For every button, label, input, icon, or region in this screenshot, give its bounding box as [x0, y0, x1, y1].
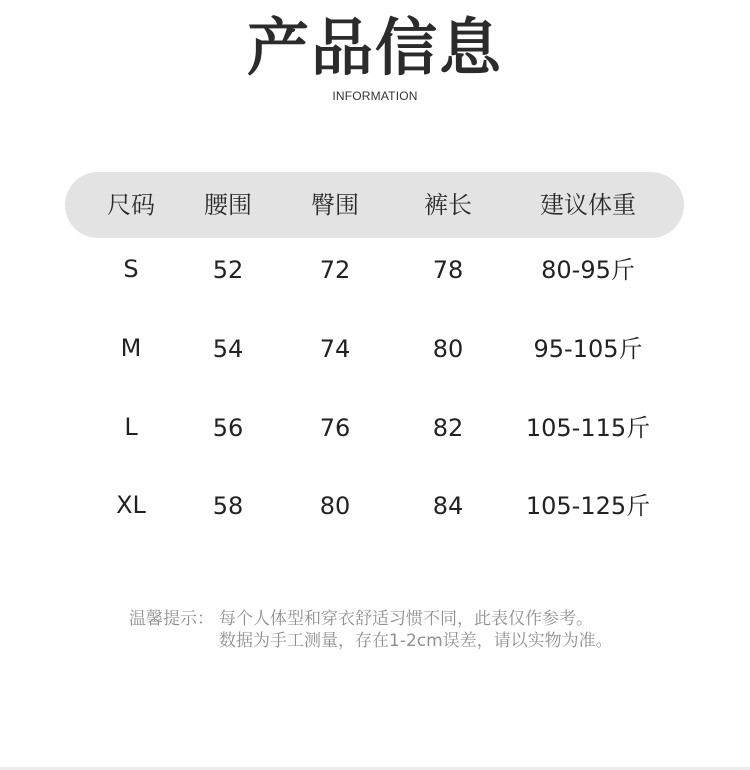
- header-weight: 建议体重: [540, 191, 636, 219]
- header-size: 尺码: [107, 191, 155, 219]
- note-label: 温馨提示：: [129, 609, 214, 629]
- cell-length-xl: 84: [432, 492, 464, 520]
- page-title: 产品信息: [246, 11, 503, 84]
- cell-waist-l: 56: [212, 414, 244, 442]
- note-line-2: 数据为手工测量，存在1-2cm误差，请以实物为准。: [219, 631, 613, 651]
- cell-weight-m: 95-105斤: [533, 335, 643, 363]
- cell-hip-s: 72: [319, 256, 351, 284]
- cell-waist-s: 52: [212, 256, 244, 284]
- cell-size-s: S: [123, 255, 139, 283]
- cell-length-s: 78: [432, 256, 464, 284]
- cell-hip-m: 74: [319, 335, 351, 363]
- cell-size-l: L: [124, 413, 138, 441]
- cell-weight-xl: 105-125斤: [525, 492, 651, 520]
- cell-hip-xl: 80: [319, 492, 351, 520]
- page-subtitle: INFORMATION: [332, 89, 418, 103]
- header-length: 裤长: [424, 191, 472, 219]
- cell-size-xl: XL: [116, 491, 146, 519]
- cell-weight-s: 80-95斤: [541, 256, 635, 284]
- cell-weight-l: 105-115斤: [525, 414, 651, 442]
- note-line-1: 每个人体型和穿衣舒适习惯不同，此表仅作参考。: [219, 609, 593, 629]
- cell-hip-l: 76: [319, 414, 351, 442]
- cell-waist-m: 54: [212, 335, 244, 363]
- cell-size-m: M: [120, 334, 142, 362]
- header-hip: 臀围: [311, 191, 359, 219]
- cell-length-l: 82: [432, 414, 464, 442]
- cell-length-m: 80: [432, 335, 464, 363]
- cell-waist-xl: 58: [212, 492, 244, 520]
- header-waist: 腰围: [204, 191, 252, 219]
